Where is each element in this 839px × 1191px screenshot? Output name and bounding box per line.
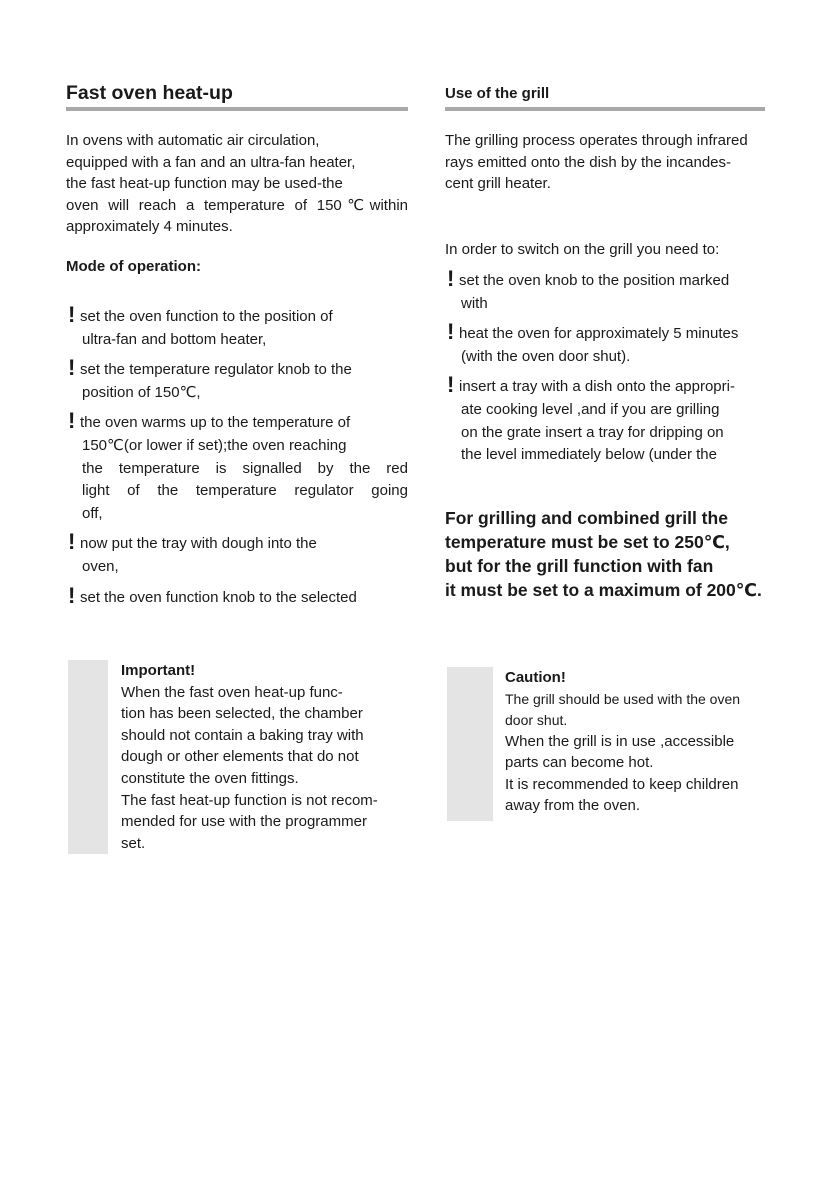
- grill-title: [445, 84, 767, 104]
- note-title: Important!: [121, 662, 196, 679]
- list-item: [66, 302, 408, 351]
- right-bullet-list: [445, 266, 775, 467]
- exclamation-icon: !: [68, 408, 76, 434]
- bullet-text: 150℃(or lower if set);the oven reaching: [82, 436, 347, 454]
- bullet-text: the oven warms up to the temperature of: [80, 414, 351, 432]
- warning-line: but for the grill function with fan: [445, 556, 714, 576]
- note-line: set.: [121, 834, 146, 852]
- intro-line: equipped with a fan and an ultra-fan heater,: [66, 153, 356, 171]
- temperature-warning: [445, 506, 795, 602]
- grill-intro: [445, 130, 785, 195]
- list-item: [66, 408, 408, 525]
- bullet-text: off,: [82, 504, 103, 522]
- note-line: parts can become hot.: [505, 754, 654, 772]
- note-marker-right: [447, 667, 493, 821]
- intro-line: In ovens with automatic air circulation,: [66, 132, 320, 149]
- note-marker-left: [68, 660, 108, 854]
- exclamation-icon: !: [68, 529, 76, 555]
- page-title-right: Use of the grill: [445, 85, 550, 102]
- bullet-text: set the oven function to the position of: [80, 308, 333, 325]
- bullet-text: heat the oven for approximately 5 minutes: [459, 325, 739, 343]
- bullet-text: ultra-fan and bottom heater,: [82, 330, 267, 348]
- instruction-lead: In order to switch on the grill you need to:: [445, 241, 720, 258]
- list-item: [66, 529, 408, 578]
- note-line: away from the oven.: [505, 797, 641, 815]
- left-bullet-list: [66, 302, 408, 609]
- warning-line: it must be set to a maximum of 200℃.: [445, 580, 762, 600]
- note-title: Caution!: [505, 669, 566, 686]
- bullet-text: on the grate insert a tray for dripping on: [461, 423, 724, 441]
- list-item: [66, 355, 408, 404]
- intro-line: approximately 4 minutes.: [66, 218, 233, 236]
- fast-heat-up-title: [66, 81, 408, 105]
- list-item: [445, 372, 775, 466]
- bullet-text: set the oven function knob to the selected: [80, 588, 357, 606]
- warning-line: temperature must be set to 250℃,: [445, 532, 730, 552]
- bullet-text: insert a tray with a dish onto the appropri-: [459, 378, 735, 396]
- bullet-text: the temperature is signalled by the red: [82, 459, 408, 477]
- bullet-text: light of the temperature regulator going: [82, 482, 408, 500]
- note-line: The fast heat-up function is not recom-: [121, 791, 378, 809]
- switch-on-intro: [445, 239, 767, 261]
- title-divider-right: [445, 107, 765, 111]
- intro-line: the fast heat-up function may be used-the: [66, 175, 343, 193]
- exclamation-icon: !: [68, 582, 76, 608]
- note-line: tion has been selected, the chamber: [121, 705, 363, 723]
- exclamation-icon: !: [68, 302, 76, 327]
- note-line: dough or other elements that do not: [121, 748, 359, 766]
- note-line: should not contain a baking tray with: [121, 726, 364, 744]
- note-line: It is recommended to keep children: [505, 775, 739, 793]
- bullet-text: set the oven knob to the position marked: [459, 272, 730, 289]
- list-item: [445, 319, 775, 368]
- exclamation-icon: !: [447, 319, 455, 345]
- bullet-text: set the temperature regulator knob to the: [80, 361, 352, 379]
- exclamation-icon: !: [68, 355, 76, 381]
- note-line: When the grill is in use ,accessible: [505, 732, 735, 750]
- bullet-text: now put the tray with dough into the: [80, 535, 317, 553]
- bullet-text: (with the oven door shut).: [461, 347, 631, 365]
- bullet-text: position of 150℃,: [82, 383, 201, 401]
- bullet-text: ate cooking level ,and if you are grilling: [461, 400, 720, 418]
- note-line: When the fast oven heat-up func-: [121, 683, 343, 701]
- intro-line: cent grill heater.: [445, 175, 551, 193]
- bullet-text: oven,: [82, 557, 119, 575]
- note-line: mended for use with the programmer: [121, 813, 367, 831]
- important-note: [121, 660, 411, 854]
- title-divider-left: [66, 107, 408, 111]
- bullet-text: the level immediately below (under the: [461, 446, 717, 464]
- page-title-left: Fast oven heat-up: [66, 82, 233, 104]
- intro-line: oven will reach a temperature of 150℃within: [66, 196, 408, 214]
- intro-line: The grilling process operates through infrared: [445, 132, 748, 149]
- caution-note: [505, 667, 805, 817]
- warning-line: For grilling and combined grill the: [445, 508, 728, 528]
- exclamation-icon: !: [447, 266, 455, 291]
- exclamation-icon: !: [447, 372, 455, 398]
- section-subheading: Mode of operation:: [66, 258, 201, 275]
- mode-of-operation-heading: [66, 256, 408, 278]
- fast-heat-up-intro: [66, 130, 408, 238]
- bullet-text: with: [461, 294, 488, 312]
- note-line: The grill should be used with the oven: [505, 690, 741, 707]
- intro-line: rays emitted onto the dish by the incandes-: [445, 153, 731, 171]
- list-item: [445, 266, 775, 315]
- note-line: door shut.: [505, 711, 568, 728]
- note-line: constitute the oven fittings.: [121, 769, 299, 787]
- list-item: [66, 582, 408, 610]
